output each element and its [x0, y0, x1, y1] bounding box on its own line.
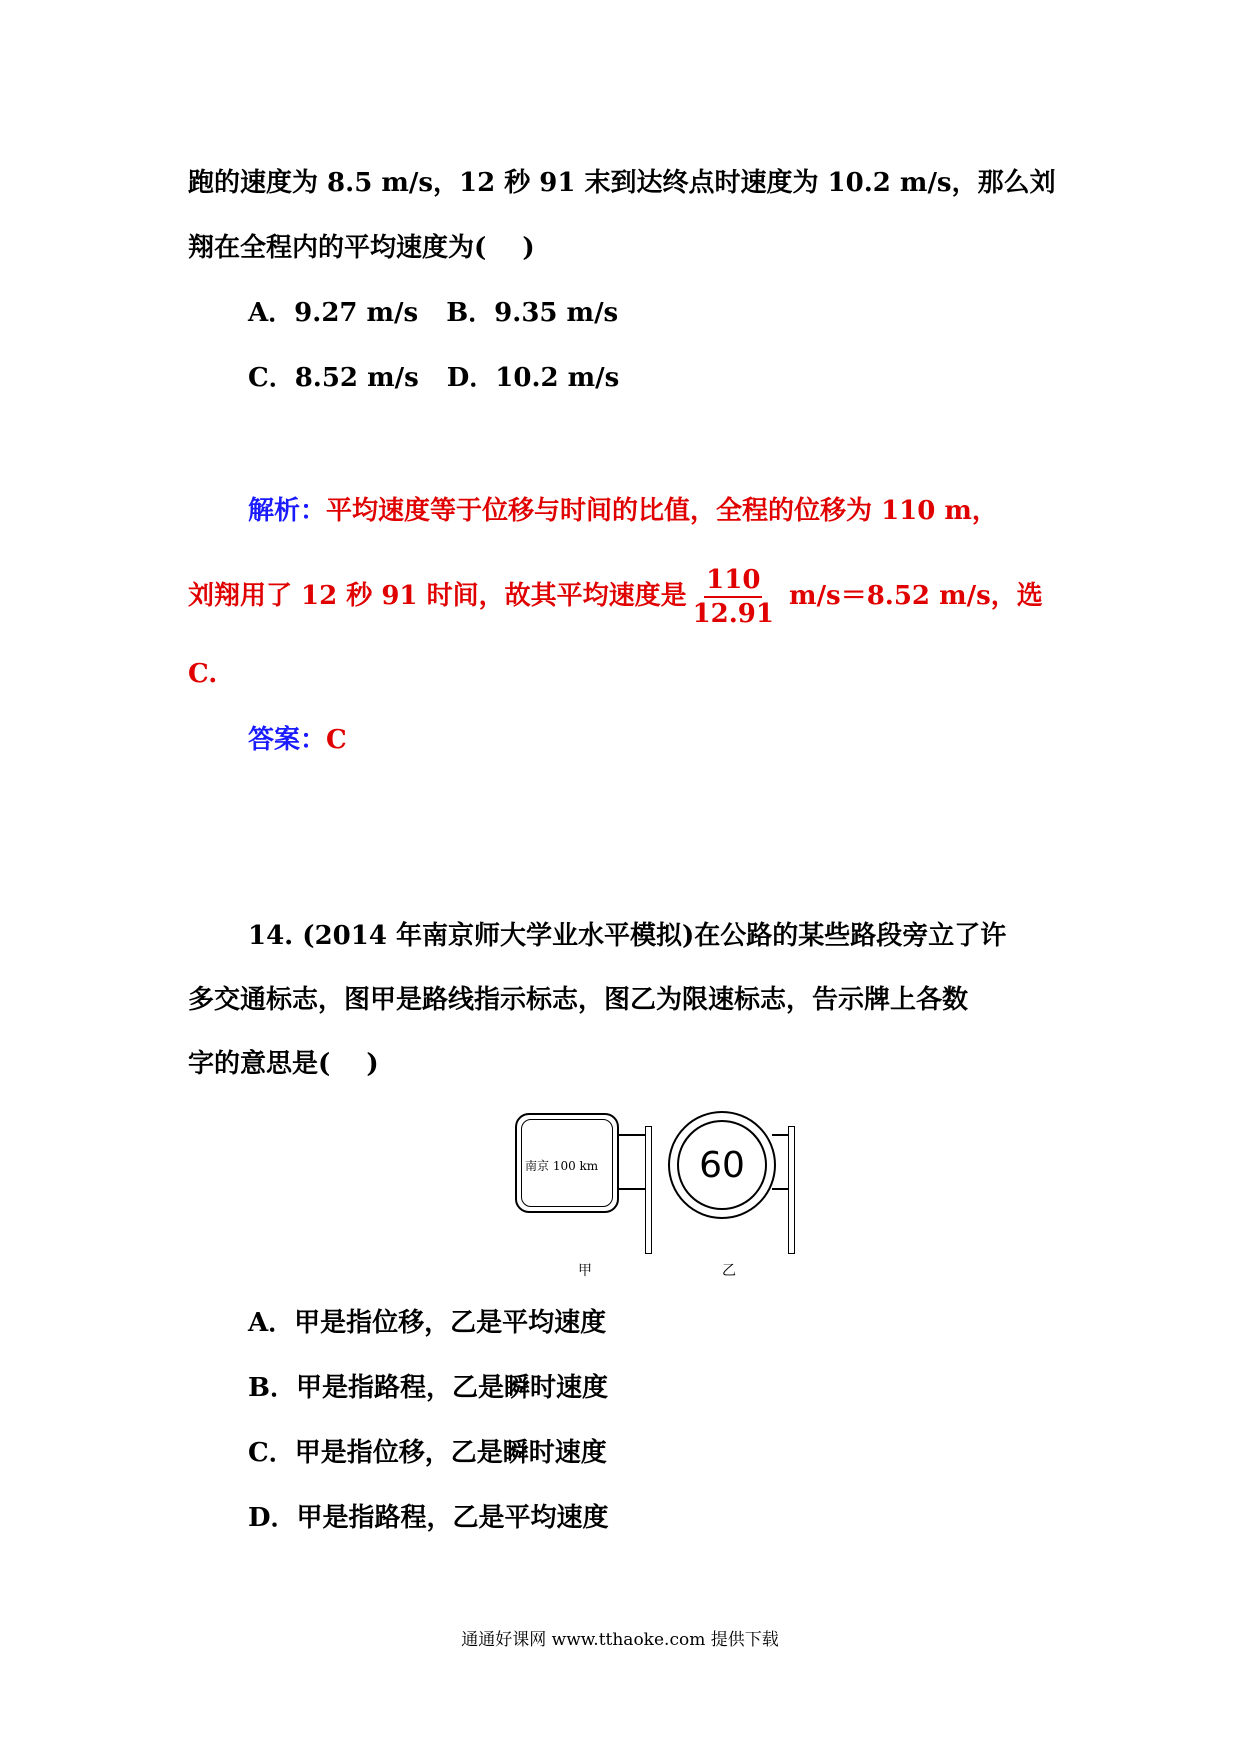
q13-option-b: B．9.35 m/s	[446, 298, 619, 328]
answer-value: C	[326, 725, 347, 755]
q13-option-a: A．9.27 m/s	[248, 298, 419, 328]
analysis-text-2: 刘翔用了 12 秒 91 时间，故其平均速度是	[188, 581, 687, 611]
velocity-fraction	[693, 567, 774, 627]
caption-jia: 甲	[578, 1263, 592, 1279]
analysis-text-1: 平均速度等于位移与时间的比值，全程的位移为 110 m，	[326, 496, 998, 526]
q14-line-3	[188, 1046, 379, 1082]
q14-option-c: C．甲是指位移，乙是瞬时速度	[248, 1438, 607, 1468]
fraction-denominator: 12.91	[692, 599, 774, 629]
q14-line-1: 14. (2014 年南京师大学业水平模拟)在公路的某些路段旁立了许	[248, 921, 1007, 951]
fraction-numerator: 110	[704, 567, 762, 598]
speed-sign-pole	[788, 1126, 795, 1254]
speed-limit-sign	[668, 1111, 776, 1219]
route-sign-text: 南京 100 km	[525, 1159, 599, 1173]
q13-stem-text: 翔在全程内的平均速度为(	[188, 233, 487, 263]
analysis-line-1	[248, 493, 998, 529]
analysis-line-2	[188, 560, 1043, 632]
q13-stem-close: )	[522, 233, 535, 263]
q13-options-row-2	[248, 360, 619, 396]
q13-option-d: D．10.2 m/s	[446, 363, 620, 393]
q14-option-b: B．甲是指路程，乙是瞬时速度	[248, 1373, 608, 1403]
q13-line-2	[188, 230, 535, 266]
analysis-line-3: C.	[188, 659, 218, 689]
route-sign-arm-bottom	[617, 1188, 647, 1190]
q14-stem-text: 字的意思是(	[188, 1049, 331, 1079]
route-sign-arm-top	[617, 1134, 647, 1136]
analysis-label: 解析：	[248, 496, 327, 526]
q13-option-c: C．8.52 m/s	[248, 363, 419, 393]
answer-line	[248, 722, 347, 758]
q14-option-a: A．甲是指位移，乙是平均速度	[248, 1308, 607, 1338]
analysis-text-3: m/s＝8.52 m/s，选	[780, 581, 1043, 611]
answer-label: 答案：	[248, 725, 327, 755]
traffic-signs-figure	[510, 1108, 810, 1278]
q13-options-row-1	[248, 295, 618, 331]
speed-limit-value: 60	[677, 1120, 767, 1210]
route-sign-pole	[645, 1126, 652, 1254]
q13-line-1: 跑的速度为 8.5 m/s，12 秒 91 末到达终点时速度为 10.2 m/s，那么刘	[188, 168, 1056, 198]
q14-line-2: 多交通标志，图甲是路线指示标志，图乙为限速标志，告示牌上各数	[188, 985, 969, 1015]
caption-yi: 乙	[722, 1263, 736, 1279]
page-footer: 通通好课网 www.tthaoke.com 提供下载	[461, 1630, 779, 1650]
q14-option-d: D．甲是指路程，乙是平均速度	[248, 1503, 609, 1533]
q14-stem-close: )	[366, 1049, 379, 1079]
route-sign	[515, 1113, 619, 1213]
